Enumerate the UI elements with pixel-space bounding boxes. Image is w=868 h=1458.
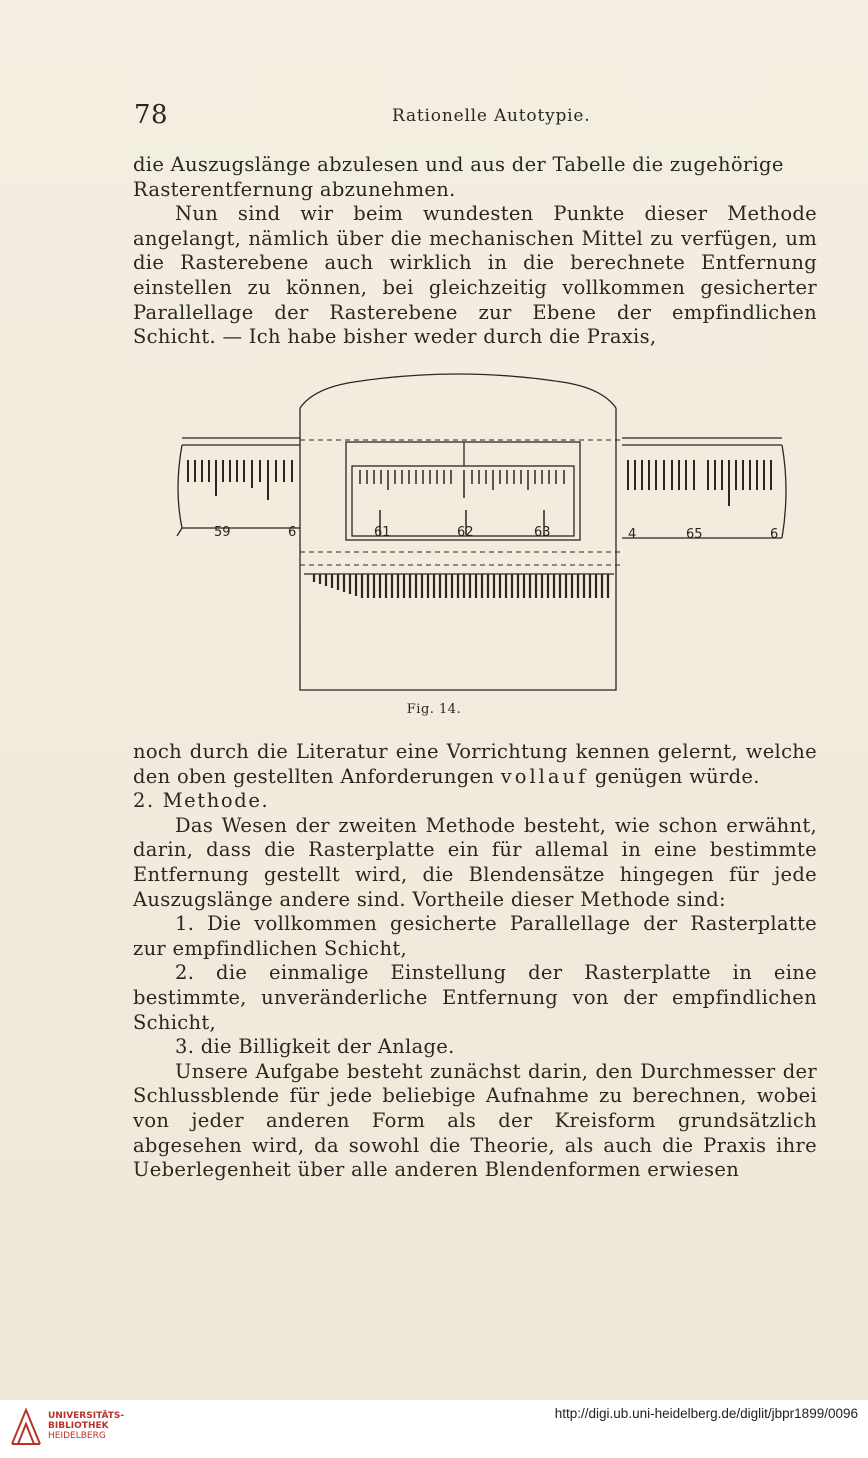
list-item: 2. die einmalige Einstellung der Rasterplatte in eine bestimmte, unveränderliche Entfernung von der empfindlichen Schicht, (133, 961, 817, 1034)
scale-label: 63 (534, 525, 551, 540)
paragraph: Nun sind wir beim wundesten Punkte dieser Methode angelangt, nämlich über die mechanischen Mittel zu verfügen, um die Rasterebene auch wirklich in die berechnete Entfernung einstellen zu können, bei gleichzeitig vollkommen gesicherter Parallellage der Rasterebene zur Ebene der empfindlichen Schicht. — Ich habe bisher weder durch die Praxis, (133, 202, 817, 349)
paragraph-continuation (133, 740, 817, 789)
library-logo-text (48, 1411, 124, 1441)
body-text-bottom (133, 740, 817, 1183)
scale-label: 6 (288, 525, 297, 540)
source-url-link[interactable]: http://digi.ub.uni-heidelberg.de/diglit/jbpr1899/0096 (554, 1406, 858, 1421)
text-run: noch durch die Literatur eine Vorrichtung kennen gelernt, welche den oben gestellten Anforderungen (133, 740, 817, 788)
scale-label: 59 (214, 525, 231, 540)
paragraph: Das Wesen der zweiten Methode besteht, wie schon erwähnt, darin, dass die Rasterplatte ein für allemal in eine bestimmte Entfernung gestellt wird, die Blendensätze hingegen für jede Auszugslänge andere sind. Vortheile dieser Methode sind: (133, 813, 817, 911)
page-header (134, 100, 834, 132)
text-run: genügen würde. (588, 764, 760, 788)
viewer-footer (0, 1400, 868, 1458)
section-heading: 2. Methode. (133, 789, 270, 813)
spaced-emphasis: vollauf (500, 764, 589, 788)
paragraph-continuation (133, 153, 817, 202)
running-head: Rationelle Autotypie. (392, 106, 591, 126)
logo-line: BIBLIOTHEK (48, 1421, 109, 1431)
text-line: Rasterentfernung abzunehmen. (133, 177, 456, 201)
scale-label: 61 (374, 525, 391, 540)
scale-label: 4 (628, 527, 637, 542)
body-text-top (133, 153, 817, 350)
scale-label: 6 (770, 527, 779, 542)
list-item: 1. Die vollkommen gesicherte Parallellage der Rasterplatte zur empfindlichen Schicht, (133, 912, 817, 960)
paragraph: Unsere Aufgabe besteht zunächst darin, den Durchmesser der Schlussblende für jede beliebige Aufnahme zu berechnen, wobei von jeder anderen Form als der Kreisform grundsätzlich abgesehen wird, da sowohl die Theorie, als auch die Praxis ihre Ueberlegenheit über alle anderen Blendenformen erwiesen (133, 1059, 817, 1182)
page-number: 78 (134, 100, 169, 130)
library-logo-icon (10, 1406, 42, 1446)
figure-caption: Fig. 14. (406, 702, 462, 717)
figure-14-scale-diagram (174, 360, 794, 700)
text-line: die Auszugslänge abzulesen und aus der Tabelle die zugehörige (133, 153, 784, 176)
list-item: 3. die Billigkeit der Anlage. (175, 1035, 455, 1059)
logo-line: HEIDELBERG (48, 1431, 106, 1441)
logo-line: UNIVERSITÄTS- (48, 1411, 125, 1421)
scale-label: 62 (457, 525, 474, 540)
scale-label: 65 (686, 527, 703, 542)
